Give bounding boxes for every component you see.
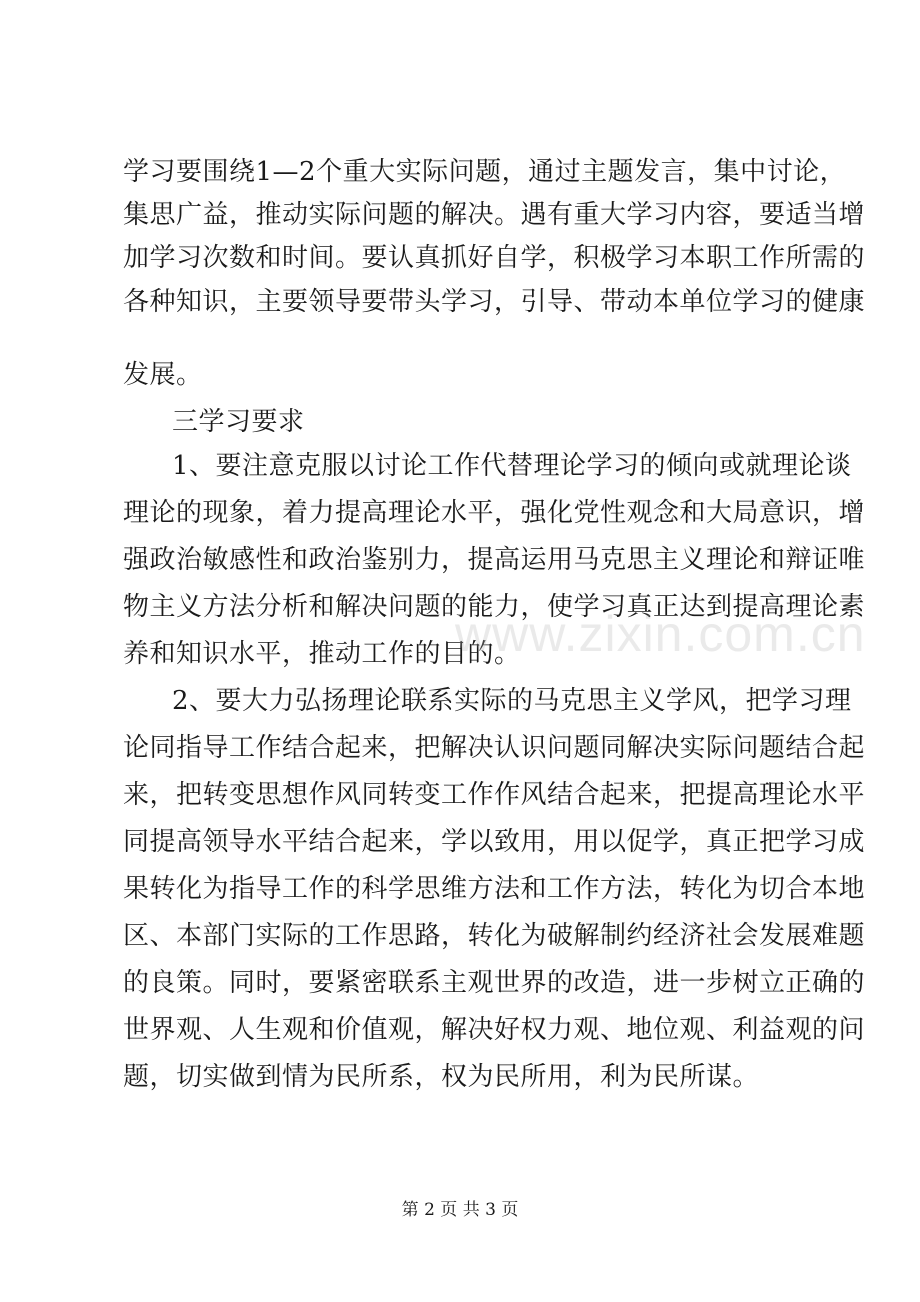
paragraph-line: 强政治敏感性和政治鉴别力，提高运用马克思主义理论和辩证唯 xyxy=(123,545,866,575)
paragraph-line: 来，把转变思想作风同转变工作作风结合起来，把提高理论水平 xyxy=(123,780,866,810)
paragraph-line: 学习要围绕1—2个重大实际问题，通过主题发言，集中讨论， xyxy=(123,157,847,187)
paragraph-line: 养和知识水平，推动工作的目的。 xyxy=(123,639,521,669)
paragraph-line: 各种知识，主要领导要带头学习，引导、带动本单位学习的健康 xyxy=(123,287,866,317)
paragraph-line: 题，切实做到情为民所系，权为民所用，利为民所谋。 xyxy=(123,1062,760,1092)
paragraph-line: 论同指导工作结合起来，把解决认识问题同解决实际问题结合起 xyxy=(123,733,866,763)
watermark: www.zixin.com.cn xyxy=(455,606,866,662)
paragraph-line: 同提高领导水平结合起来，学以致用，用以促学，真正把学习成 xyxy=(123,827,866,857)
paragraph-line: 区、本部门实际的工作思路，转化为破解制约经济社会发展难题 xyxy=(123,921,866,951)
paragraph-line: 加学习次数和时间。要认真抓好自学，积极学习本职工作所需的 xyxy=(123,243,866,273)
paragraph-line: 集思广益，推动实际问题的解决。遇有重大学习内容，要适当增 xyxy=(123,200,866,230)
paragraph-line: 发展。 xyxy=(123,360,203,390)
section-heading: 三学习要求 xyxy=(172,407,305,437)
page-footer: 第 2 页 共 3 页 xyxy=(401,1200,519,1220)
paragraph-line: 1、要注意克服以讨论工作代替理论学习的倾向或就理论谈 xyxy=(172,451,852,481)
paragraph-line: 世界观、人生观和价值观，解决好权力观、地位观、利益观的问 xyxy=(123,1015,866,1045)
paragraph-line: 果转化为指导工作的科学思维方法和工作方法，转化为切合本地 xyxy=(123,874,866,904)
paragraph-line: 的良策。同时，要紧密联系主观世界的改造，进一步树立正确的 xyxy=(123,968,866,998)
paragraph-line: 理论的现象，着力提高理论水平，强化党性观念和大局意识，增 xyxy=(123,498,866,528)
paragraph-line: 物主义方法分析和解决问题的能力，使学习真正达到提高理论素 xyxy=(123,592,866,622)
paragraph-line: 2、要大力弘扬理论联系实际的马克思主义学风，把学习理 xyxy=(172,686,852,716)
